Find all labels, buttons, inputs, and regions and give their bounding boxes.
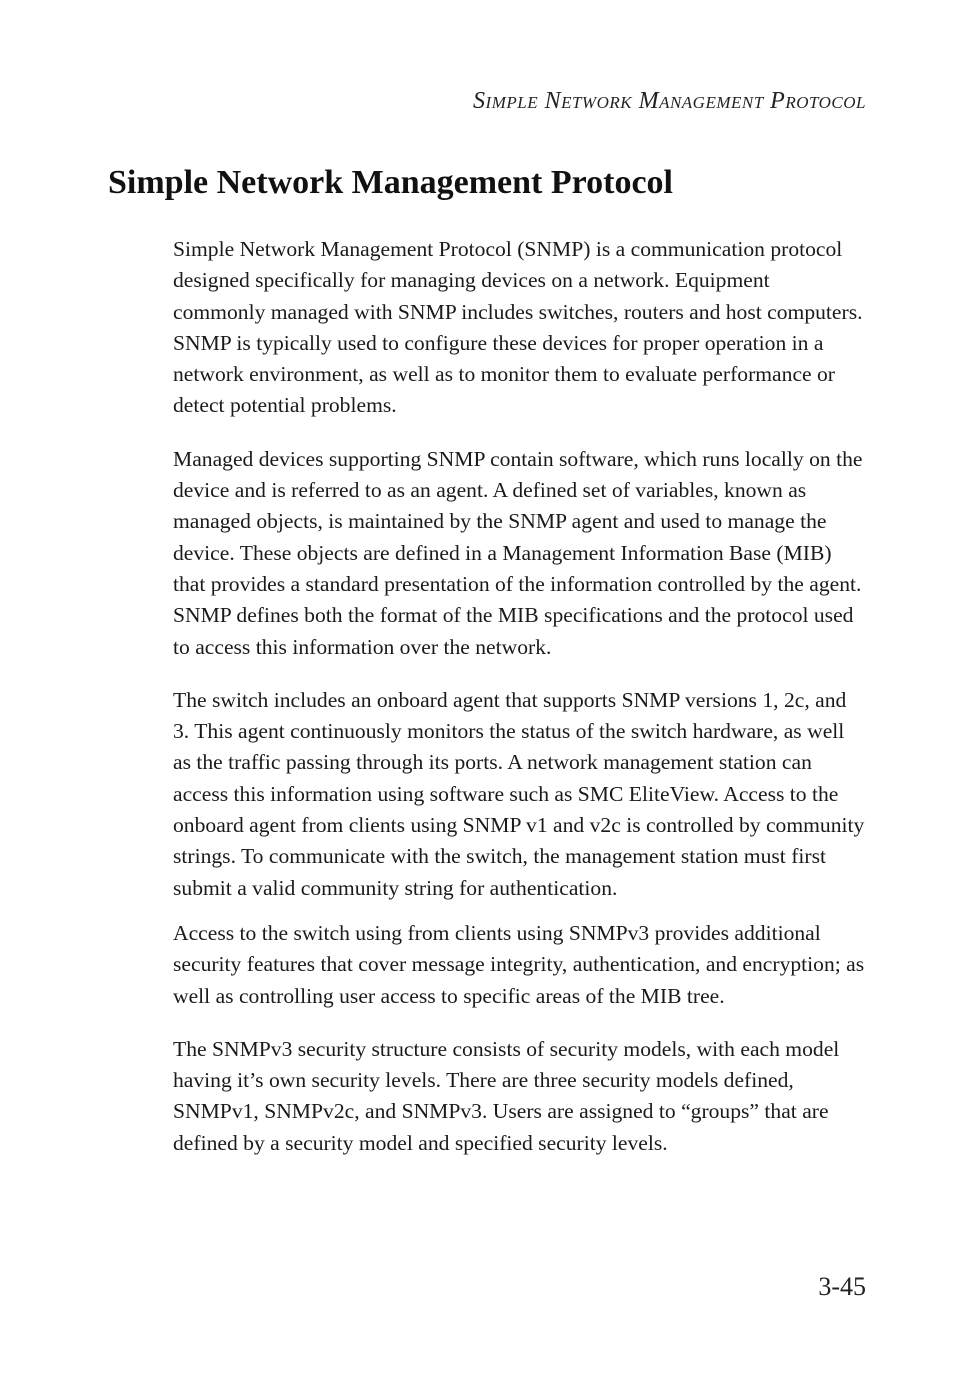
paragraph-managed-devices: Managed devices supporting SNMP contain software, which runs locally on the device and is referred to as an agent. A defined set of variables, known as managed objects, is maintained by the SNMP agent and used to manage the device. These objects are defined in a Management Information Base (MIB) that provides a standard presentation of the information controlled by the agent. SNMP defines both the format of the MIB specifications and the protocol used to access this information over the network. bbox=[173, 446, 863, 659]
paragraph-snmpv3-access: Access to the switch using from clients using SNMPv3 provides additional security features that cover message integrity, authentication, and encryption; as well as controlling user access to specific areas of the MIB tree. bbox=[173, 920, 865, 1008]
running-header: Simple Network Management Protocol bbox=[473, 88, 866, 114]
body-text bbox=[173, 234, 867, 1181]
page-title: Simple Network Management Protocol bbox=[108, 164, 673, 201]
paragraph-snmp-intro: Simple Network Management Protocol (SNMP) is a communication protocol designed specifically for managing devices on a network. Equipment commonly managed with SNMP includes switches, routers and host computers. SNMP is typically used to configure these devices for proper operation in a network environment, as well as to monitor them to evaluate performance or detect potential problems. bbox=[173, 237, 863, 418]
page-number: 3-45 bbox=[818, 1272, 866, 1301]
paragraph-snmpv3-security: The SNMPv3 security structure consists of security models, with each model having it’s own security levels. There are three security models defined, SNMPv1, SNMPv2c, and SNMPv3. Users are assigned to “groups” that are defined by a security model and specified security levels. bbox=[173, 1036, 840, 1155]
paragraph-onboard-agent: The switch includes an onboard agent that supports SNMP versions 1, 2c, and 3. This agent continuously monitors the status of the switch hardware, as well as the traffic passing through its ports. A network management station can access this information using software such as SMC EliteView. Access to the onboard agent from clients using SNMP v1 and v2c is controlled by community strings. To communicate with the switch, the management station must first submit a valid community string for authentication. bbox=[173, 687, 865, 900]
